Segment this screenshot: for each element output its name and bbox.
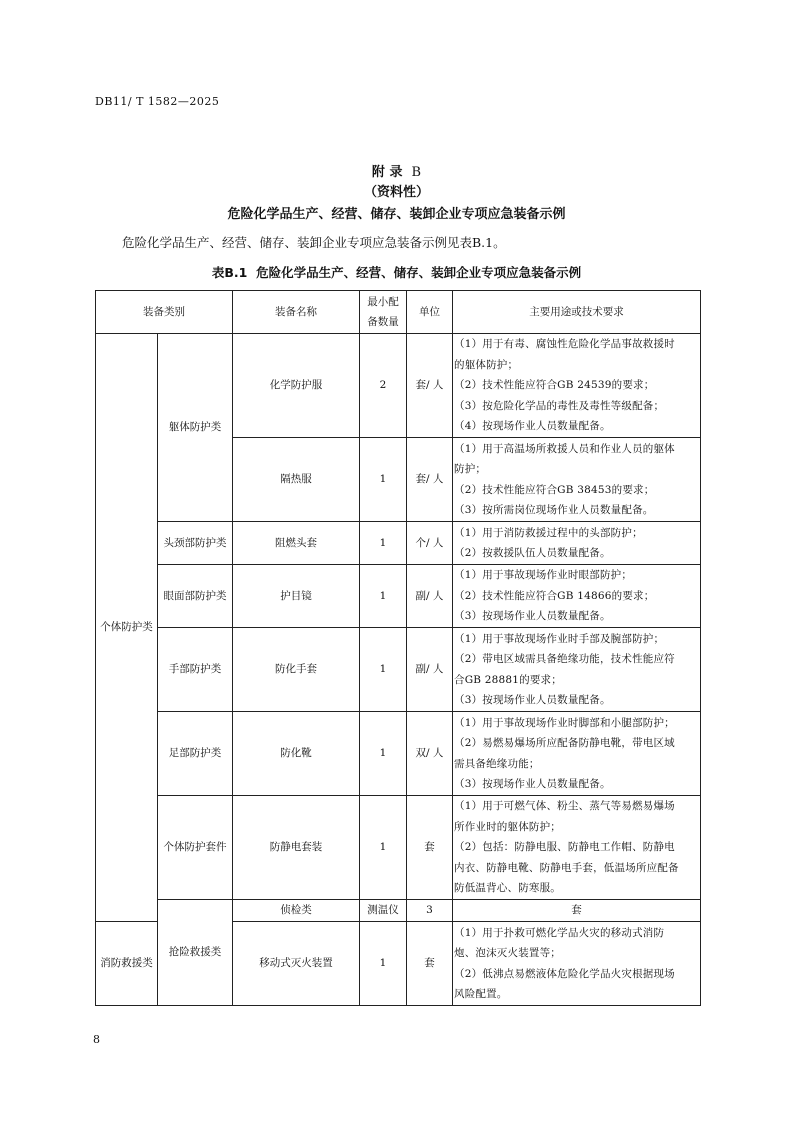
table-row (96, 628, 701, 712)
requirement-line: （3）按危险化学品的毒性及毒性等级配备； (454, 399, 665, 412)
unit-cell: 双/ 人 (407, 712, 453, 796)
requirements-cell (453, 522, 701, 565)
subcategory-cell: 个体防护套件 (158, 796, 233, 900)
table-row (96, 796, 701, 900)
requirements-cell (453, 438, 701, 522)
appendix-title (0, 161, 793, 180)
equipment-name-cell: 防化靴 (233, 712, 360, 796)
table-row (96, 565, 701, 628)
table-caption-number: 表B.1 (211, 265, 248, 280)
unit-cell: 套 (453, 900, 701, 922)
subcategory-cell: 侦检类 (233, 900, 360, 922)
min-qty-cell: 2 (360, 334, 407, 438)
equipment-name-cell: 隔热服 (233, 438, 360, 522)
min-qty-cell: 1 (360, 712, 407, 796)
requirement-line: 需具备绝缘功能； (454, 757, 540, 770)
min-qty-cell: 1 (360, 628, 407, 712)
requirement-line: （1）用于高温场所救援人员和作业人员的躯体 (454, 442, 675, 455)
table-row (96, 712, 701, 796)
requirement-line: （2）易燃易爆场所应配备防静电靴，带电区域 (454, 737, 675, 749)
requirement-line: （3）按现场作业人员数量配备。 (454, 778, 611, 790)
min-qty-cell: 1 (360, 922, 407, 1006)
unit-cell: 副/ 人 (407, 628, 453, 712)
requirement-line: （1）用于消防救援过程中的头部防护； (454, 526, 643, 539)
appendix-nature: （资料性） (363, 185, 429, 200)
requirement-line: （1）用于事故现场作业时脚部和小腿部防护； (454, 716, 675, 729)
requirement-line: 防低温背心、防寒服。 (454, 882, 561, 895)
appendix-label: 附 录 (371, 165, 403, 180)
intro-paragraph: 危险化学品生产、经营、储存、装卸企业专项应急装备示例见表B.1。 (122, 235, 506, 250)
table-caption (0, 263, 793, 281)
min-qty-cell: 1 (360, 438, 407, 522)
requirements-cell (453, 922, 701, 1006)
requirement-line: 合GB 28881的要求； (454, 673, 562, 686)
appendix-letter: B (411, 165, 422, 180)
subcategory-cell: 躯体防护类 (158, 334, 233, 522)
unit-cell: 个/ 人 (407, 522, 453, 565)
requirements-cell (453, 334, 701, 438)
requirement-line: （2）包括：防静电服、防静电工作帽、防静电 (454, 841, 675, 854)
header-min-qty-line2: 备数量 (367, 316, 399, 328)
requirement-line: 防护； (454, 463, 487, 475)
equipment-name-cell: 护目镜 (233, 565, 360, 628)
header-min-qty (360, 291, 407, 334)
group-personal-protection: 个体防护类 (96, 334, 158, 922)
min-qty-cell: 1 (360, 565, 407, 628)
requirement-line: （3）按所需岗位现场作业人员数量配备。 (454, 504, 654, 516)
subcategory-cell: 足部防护类 (158, 712, 233, 796)
requirement-line: 所作业时的躯体防护； (454, 820, 561, 833)
requirements-cell (453, 565, 701, 628)
requirements-cell (453, 712, 701, 796)
unit-cell: 套 (407, 922, 453, 1006)
requirement-line: （1）用于事故现场作业时眼部防护； (454, 569, 633, 582)
header-unit: 单位 (407, 291, 453, 334)
equipment-name-cell: 阻燃头套 (233, 522, 360, 565)
table-row (96, 334, 701, 438)
requirement-line: 风险配置。 (454, 988, 508, 1000)
requirement-line: （2）低沸点易燃液体危险化学品火灾根据现场 (454, 967, 675, 980)
subcategory-cell: 消防救援类 (96, 922, 158, 1006)
document-code: DB11/ T 1582—2025 (95, 95, 220, 108)
equipment-name-cell: 化学防护服 (233, 334, 360, 438)
requirement-line: （2）技术性能应符合GB 24539的要求； (454, 379, 655, 392)
equipment-name-cell: 移动式灭火装置 (233, 922, 360, 1006)
unit-cell: 副/ 人 (407, 565, 453, 628)
equipment-name-cell: 防静电套装 (233, 796, 360, 900)
unit-cell: 套 (407, 796, 453, 900)
header-category: 装备类别 (96, 291, 233, 334)
unit-cell: 套/ 人 (407, 334, 453, 438)
equipment-name-cell: 防化手套 (233, 628, 360, 712)
requirement-line: （1）用于有毒、腐蚀性危险化学品事故救援时 (454, 338, 675, 351)
table-row (96, 522, 701, 565)
requirement-line: （4）按现场作业人员数量配备。 (454, 420, 611, 433)
equipment-table (95, 290, 701, 1006)
appendix-heading: 危险化学品生产、经营、储存、装卸企业专项应急装备示例 (227, 207, 566, 222)
subcategory-cell: 手部防护类 (158, 628, 233, 712)
subcategory-cell: 眼面部防护类 (158, 565, 233, 628)
requirement-line: （1）用于事故现场作业时手部及腕部防护； (454, 632, 665, 645)
requirement-line: （1）用于扑救可燃化学品火灾的移动式消防 (454, 926, 665, 939)
requirements-cell (453, 796, 701, 900)
unit-cell: 套/ 人 (407, 438, 453, 522)
requirement-line: 内衣、防静电靴、防静电手套，低温场所应配备 (454, 861, 679, 874)
requirement-line: （2）技术性能应符合GB 14866的要求； (454, 589, 655, 602)
requirement-line: 炮、泡沫灭火装置等； (454, 947, 561, 959)
header-name: 装备名称 (233, 291, 360, 334)
equipment-name-cell: 测温仪 (360, 900, 407, 922)
requirement-line: （1）用于可燃气体、粉尘、蒸气等易燃易爆场 (454, 800, 675, 813)
requirement-line: （2）带电区域需具备绝缘功能，技术性能应符 (454, 653, 675, 665)
table-caption-title: 危险化学品生产、经营、储存、装卸企业专项应急装备示例 (256, 265, 582, 280)
subcategory-cell: 头颈部防护类 (158, 522, 233, 565)
requirements-cell (453, 628, 701, 712)
min-qty-cell: 1 (360, 522, 407, 565)
requirement-line: （2）按救援队伍人员数量配备。 (454, 547, 611, 559)
page-number: 8 (93, 1033, 100, 1046)
table-header-row (96, 291, 701, 334)
header-requirements: 主要用途或技术要求 (453, 291, 701, 334)
group-rescue: 抢险救援类 (158, 900, 233, 1006)
requirement-line: （3）按现场作业人员数量配备。 (454, 610, 611, 623)
requirement-line: （3）按现场作业人员数量配备。 (454, 694, 611, 706)
header-min-qty-line1: 最小配 (367, 296, 399, 308)
min-qty-cell: 1 (360, 796, 407, 900)
requirement-line: 的躯体防护； (454, 358, 519, 371)
min-qty-cell: 3 (407, 900, 453, 922)
table-row (96, 900, 701, 922)
requirement-line: （2）技术性能应符合GB 38453的要求； (454, 483, 655, 496)
